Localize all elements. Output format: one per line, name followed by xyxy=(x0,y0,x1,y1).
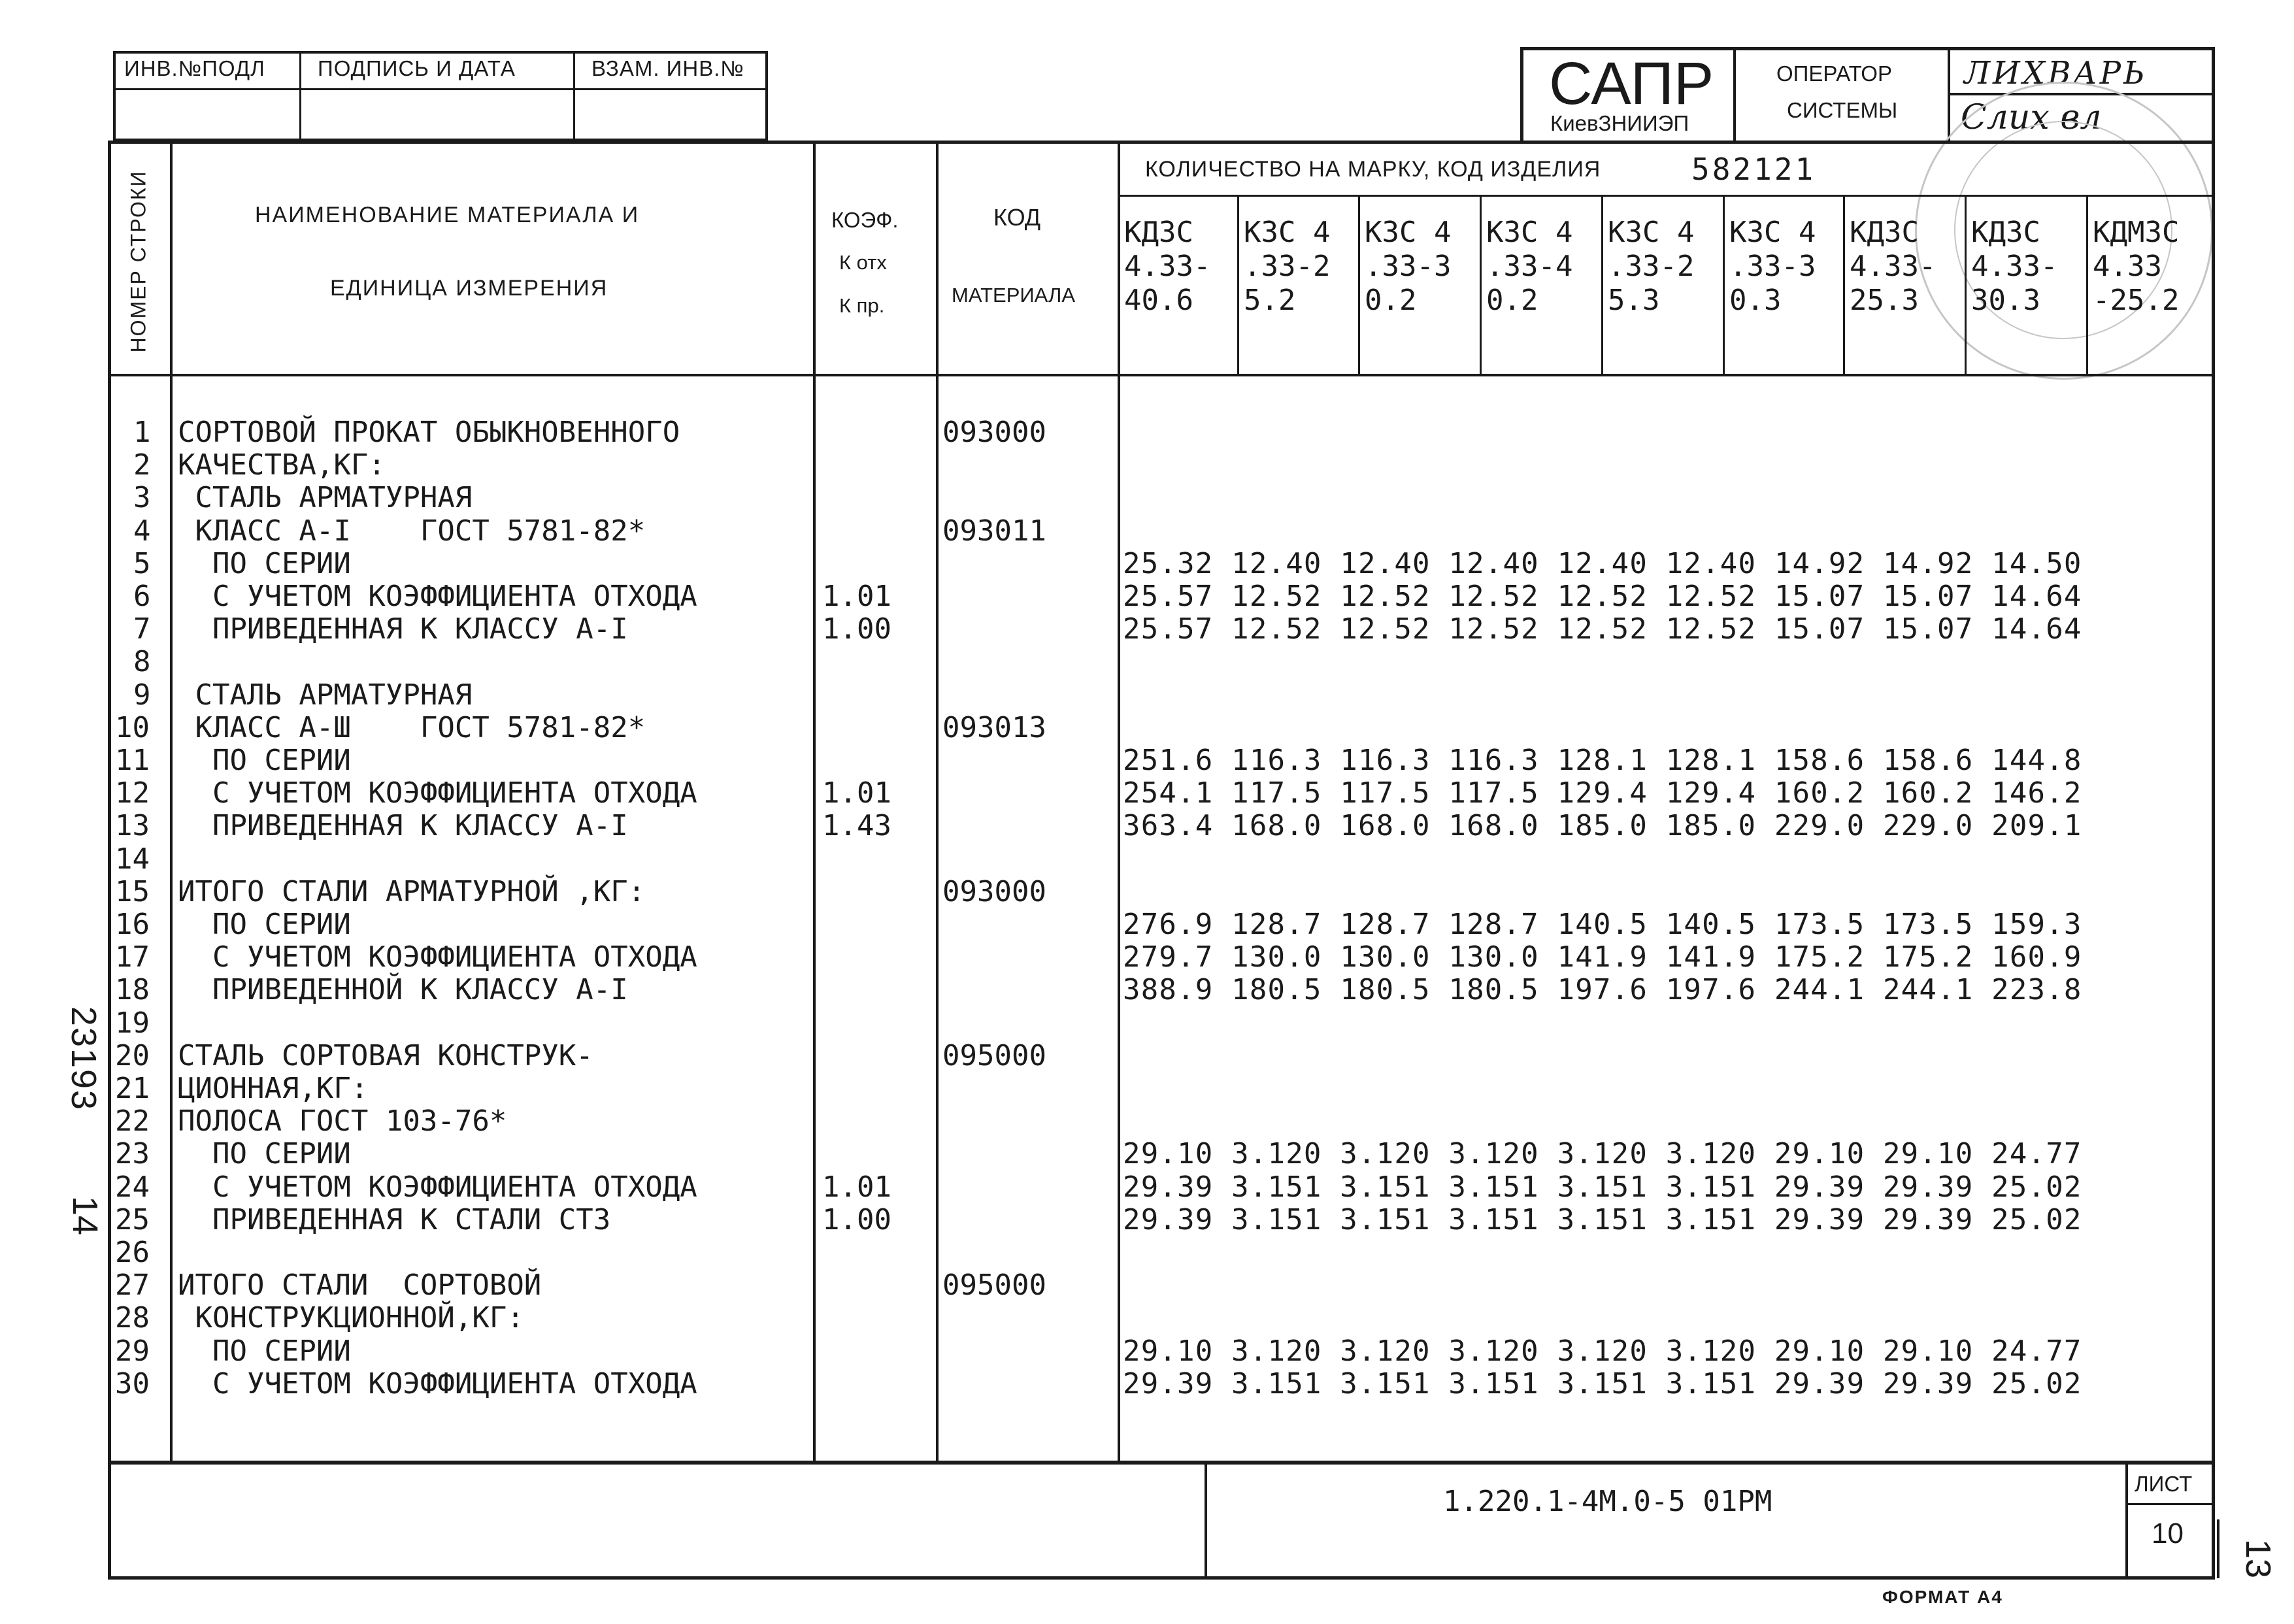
row-number: 2 xyxy=(133,448,151,482)
name-header-line1: НАИМЕНОВАНИЕ МАТЕРИАЛА И xyxy=(255,203,640,227)
row-quantity-values: 25.57 12.52 12.52 12.52 12.52 12.52 15.07 15.07 14.64 xyxy=(1123,612,2082,646)
row-quantity-values: 29.10 3.120 3.120 3.120 3.120 3.120 29.10 29.10 24.77 xyxy=(1123,1334,2082,1368)
operator-signature-handwritten: Слих вл xyxy=(1961,98,2102,137)
row-number: 7 xyxy=(133,612,151,646)
qty-column-header-line: 0.2 xyxy=(1365,284,1417,317)
qty-column-header-line: 4.33- xyxy=(1124,250,1211,283)
qty-column-header-line: .33-2 xyxy=(1244,250,1331,283)
row-quantity-values: 25.32 12.40 12.40 12.40 12.40 12.40 14.92 14.92 14.50 xyxy=(1123,547,2082,580)
title-divider-v1 xyxy=(1733,47,1736,144)
row-number: 28 xyxy=(115,1301,150,1334)
qty-column-header-line: КДЗС xyxy=(1124,216,1193,249)
row-coefficient: 1.00 xyxy=(822,1203,891,1236)
qty-column-header-line: .33-3 xyxy=(1365,250,1452,283)
qty-column-header-line: 0.3 xyxy=(1729,284,1782,317)
row-material-name: С УЧЕТОМ КОЭФФИЦИЕНТА ОТХОДА xyxy=(178,776,697,810)
footer-bottom-line xyxy=(108,1576,2215,1580)
row-material-code: 095000 xyxy=(942,1268,1046,1302)
row-number: 29 xyxy=(115,1334,150,1368)
qty-col-line-5 xyxy=(1723,196,1725,375)
stamp-divider-v1 xyxy=(299,51,301,141)
qty-column-header-line: .33-4 xyxy=(1486,250,1573,283)
body-footer-separator xyxy=(108,1461,2215,1465)
qty-column-header-line: КЗС 4 xyxy=(1608,216,1695,249)
qty-column-header-line: 4.33- xyxy=(1971,250,2058,283)
document-code: 1.220.1-4М.0-5 01РМ xyxy=(1443,1485,1772,1518)
row-material-name: ПО СЕРИИ xyxy=(178,1334,351,1368)
coef-header-line3: К пр. xyxy=(839,294,885,317)
corner-number: 13 xyxy=(2238,1538,2278,1579)
row-material-code: 095000 xyxy=(942,1039,1046,1072)
row-number: 8 xyxy=(133,645,151,678)
footer-divider-right xyxy=(2125,1464,2128,1579)
row-material-code: 093000 xyxy=(942,416,1046,449)
row-number: 3 xyxy=(133,481,151,514)
footer-right-edge xyxy=(2212,1464,2215,1579)
qty-column-header-line: КДЗС xyxy=(1971,216,2040,249)
row-number: 12 xyxy=(115,776,150,810)
col-line-rownum xyxy=(170,141,173,1464)
row-number: 18 xyxy=(115,973,150,1006)
name-header-line2: ЕДИНИЦА ИЗМЕРЕНИЯ xyxy=(330,276,608,301)
row-coefficient: 1.01 xyxy=(822,580,891,613)
row-number: 10 xyxy=(115,711,150,744)
row-number: 25 xyxy=(115,1203,150,1236)
vzam-label: ВЗАМ. ИНВ.№ xyxy=(591,56,744,80)
qty-column-header-line: КЗС 4 xyxy=(1486,216,1573,249)
row-number: 1 xyxy=(133,416,151,449)
side-small-number: 14 xyxy=(65,1195,105,1236)
row-material-name: КЛАСС А-Ш ГОСТ 5781-82* xyxy=(178,711,646,744)
row-material-name: ИТОГО СТАЛИ АРМАТУРНОЙ ,КГ: xyxy=(178,875,646,908)
qty-col-line-7 xyxy=(1965,196,1967,375)
stamp-divider-h xyxy=(113,88,768,90)
qty-title: КОЛИЧЕСТВО НА МАРКУ, КОД ИЗДЕЛИЯ xyxy=(1145,157,1601,182)
row-quantity-values: 388.9 180.5 180.5 180.5 197.6 197.6 244.1 244.1 223.8 xyxy=(1123,973,2082,1006)
row-material-name: СТАЛЬ АРМАТУРНАЯ xyxy=(178,678,473,712)
qty-column-header-line: КЗС 4 xyxy=(1365,216,1452,249)
row-number: 26 xyxy=(115,1236,150,1269)
row-material-name: ПО СЕРИИ xyxy=(178,547,351,580)
qty-column-header-line: КДЗС xyxy=(1850,216,1919,249)
coef-header-line2: К отх xyxy=(839,251,887,274)
row-quantity-values: 279.7 130.0 130.0 130.0 141.9 141.9 175.2 175.2 160.9 xyxy=(1123,940,2082,974)
qty-column-header-line: -25.2 xyxy=(2093,284,2180,317)
qty-column-header-line: 0.2 xyxy=(1486,284,1538,317)
row-material-name: КЛАСС А-I ГОСТ 5781-82* xyxy=(178,514,646,548)
row-quantity-values: 29.10 3.120 3.120 3.120 3.120 3.120 29.10 29.10 24.77 xyxy=(1123,1137,2082,1170)
sheet-label: ЛИСТ xyxy=(2135,1472,2193,1496)
row-material-name: С УЧЕТОМ КОЭФФИЦИЕНТА ОТХОДА xyxy=(178,580,697,613)
row-quantity-values: 363.4 168.0 168.0 168.0 185.0 185.0 229.0 229.0 209.1 xyxy=(1123,809,2082,842)
col-line-name xyxy=(813,141,816,1464)
row-material-code: 093011 xyxy=(942,514,1046,548)
qty-col-line-4 xyxy=(1601,196,1603,375)
row-quantity-values: 29.39 3.151 3.151 3.151 3.151 3.151 29.39 29.39 25.02 xyxy=(1123,1203,2082,1236)
row-quantity-values: 251.6 116.3 116.3 116.3 128.1 128.1 158.6 158.6 144.8 xyxy=(1123,744,2082,777)
row-coefficient: 1.43 xyxy=(822,809,891,842)
qty-column-header-line: 4.33 xyxy=(2093,250,2162,283)
code-header-line1: КОД xyxy=(993,204,1041,231)
qty-col-line-6 xyxy=(1843,196,1845,375)
row-number: 9 xyxy=(133,678,151,712)
footer-sheet-separator xyxy=(2125,1503,2215,1505)
row-quantity-values: 29.39 3.151 3.151 3.151 3.151 3.151 29.39 29.39 25.02 xyxy=(1123,1170,2082,1204)
row-material-name: ПРИВЕДЕННАЯ К КЛАССУ А-I xyxy=(178,809,628,842)
qty-column-header-line: 25.3 xyxy=(1850,284,1919,317)
row-coefficient: 1.01 xyxy=(822,1170,891,1204)
qty-column-header-line: 5.2 xyxy=(1244,284,1296,317)
row-material-name: ПРИВЕДЕННАЯ К СТАЛИ СТЗ xyxy=(178,1203,611,1236)
operator-name-handwritten: ЛИХВАРЬ xyxy=(1964,55,2148,91)
row-number: 20 xyxy=(115,1039,150,1072)
row-material-name: ИТОГО СТАЛИ СОРТОВОЙ xyxy=(178,1268,542,1302)
qty-column-header-line: 40.6 xyxy=(1124,284,1193,317)
col-line-code xyxy=(1118,141,1120,1464)
footer-left-edge xyxy=(108,1464,111,1579)
qty-column-header-line: .33-3 xyxy=(1729,250,1816,283)
header-body-separator xyxy=(108,374,2215,376)
row-number: 15 xyxy=(115,875,150,908)
qty-column-header-line: КЗС 4 xyxy=(1244,216,1331,249)
row-quantity-values: 276.9 128.7 128.7 128.7 140.5 140.5 173.5 173.5 159.3 xyxy=(1123,908,2082,941)
row-number: 24 xyxy=(115,1170,150,1204)
qty-column-header-line: 30.3 xyxy=(1971,284,2040,317)
row-material-name: ПРИВЕДЕННОЙ К КЛАССУ А-I xyxy=(178,973,628,1006)
row-material-code: 093013 xyxy=(942,711,1046,744)
row-material-name: ПРИВЕДЕННАЯ К КЛАССУ А-I xyxy=(178,612,628,646)
row-number: 16 xyxy=(115,908,150,941)
col-line-coef xyxy=(936,141,939,1464)
row-number: 6 xyxy=(133,580,151,613)
row-material-name: СОРТОВОЙ ПРОКАТ ОБЫКНОВЕННОГО xyxy=(178,416,680,449)
qty-col-line-8 xyxy=(2086,196,2088,375)
format-label: ФОРМАТ А4 xyxy=(1882,1587,2003,1607)
qty-col-line-1 xyxy=(1237,196,1239,375)
side-number: 23193 xyxy=(64,1006,103,1112)
qty-column-header-line: .33-2 xyxy=(1608,250,1695,283)
product-code: 582121 xyxy=(1691,152,1816,187)
row-material-name: ПО СЕРИИ xyxy=(178,1137,351,1170)
row-number: 22 xyxy=(115,1104,150,1138)
row-quantity-values: 25.57 12.52 12.52 12.52 12.52 12.52 15.07 15.07 14.64 xyxy=(1123,580,2082,613)
system-name: САПР xyxy=(1549,50,1714,117)
row-number: 13 xyxy=(115,809,150,842)
qty-col-line-2 xyxy=(1358,196,1360,375)
row-material-name: С УЧЕТОМ КОЭФФИЦИЕНТА ОТХОДА xyxy=(178,1170,697,1204)
row-material-name: КАЧЕСТВА,КГ: xyxy=(178,448,386,482)
row-material-name: ПО СЕРИИ xyxy=(178,744,351,777)
row-material-name: ПО СЕРИИ xyxy=(178,908,351,941)
row-number: 27 xyxy=(115,1268,150,1302)
row-number: 17 xyxy=(115,940,150,974)
operator-line1: ОПЕРАТОР xyxy=(1776,61,1892,86)
row-material-name: С УЧЕТОМ КОЭФФИЦИЕНТА ОТХОДА xyxy=(178,1367,697,1400)
row-quantity-values: 254.1 117.5 117.5 117.5 129.4 129.4 160.2 160.2 146.2 xyxy=(1123,776,2082,810)
row-number: 19 xyxy=(115,1006,150,1040)
row-number: 23 xyxy=(115,1137,150,1170)
row-material-name: КОНСТРУКЦИОННОЙ,КГ: xyxy=(178,1301,524,1334)
row-number: 5 xyxy=(133,547,151,580)
row-coefficient: 1.00 xyxy=(822,612,891,646)
row-material-name: ЦИОННАЯ,КГ: xyxy=(178,1072,369,1105)
qty-column-header-line: КЗС 4 xyxy=(1729,216,1816,249)
title-divider-v2 xyxy=(1948,47,1950,144)
row-number: 30 xyxy=(115,1367,150,1400)
corner-bracket xyxy=(2217,1519,2219,1578)
stamp-divider-v2 xyxy=(573,51,575,141)
operator-line2: СИСТЕМЫ xyxy=(1787,98,1898,122)
row-material-name: СТАЛЬ СОРТОВАЯ КОНСТРУК- xyxy=(178,1039,593,1072)
inv-podl-label: ИНВ.№ПОДЛ xyxy=(124,56,265,80)
qty-column-header-line: 5.3 xyxy=(1608,284,1660,317)
org-name: КиевЗНИИЭП xyxy=(1550,111,1689,135)
footer-divider-left xyxy=(1205,1464,1207,1579)
row-material-name: ПОЛОСА ГОСТ 103-76* xyxy=(178,1104,507,1138)
row-number: 21 xyxy=(115,1072,150,1105)
code-header-line2: МАТЕРИАЛА xyxy=(952,284,1076,307)
qty-col-line-3 xyxy=(1480,196,1482,375)
row-number: 14 xyxy=(115,842,150,876)
coef-header-line1: КОЭФ. xyxy=(831,208,899,232)
row-material-name: С УЧЕТОМ КОЭФФИЦИЕНТА ОТХОДА xyxy=(178,940,697,974)
row-quantity-values: 29.39 3.151 3.151 3.151 3.151 3.151 29.39 29.39 25.02 xyxy=(1123,1367,2082,1400)
row-material-code: 093000 xyxy=(942,875,1046,908)
row-number-header: НОМЕР СТРОКИ xyxy=(126,170,150,353)
qty-column-header-line: КДМЗС xyxy=(2093,216,2180,249)
sheet-number: 10 xyxy=(2152,1517,2184,1549)
qty-column-header-line: 4.33- xyxy=(1850,250,1937,283)
qty-title-separator xyxy=(1118,195,2215,197)
row-coefficient: 1.01 xyxy=(822,776,891,810)
podpis-label: ПОДПИСЬ И ДАТА xyxy=(318,56,516,80)
row-material-name: СТАЛЬ АРМАТУРНАЯ xyxy=(178,481,473,514)
row-number: 4 xyxy=(133,514,151,548)
row-number: 11 xyxy=(115,744,150,777)
